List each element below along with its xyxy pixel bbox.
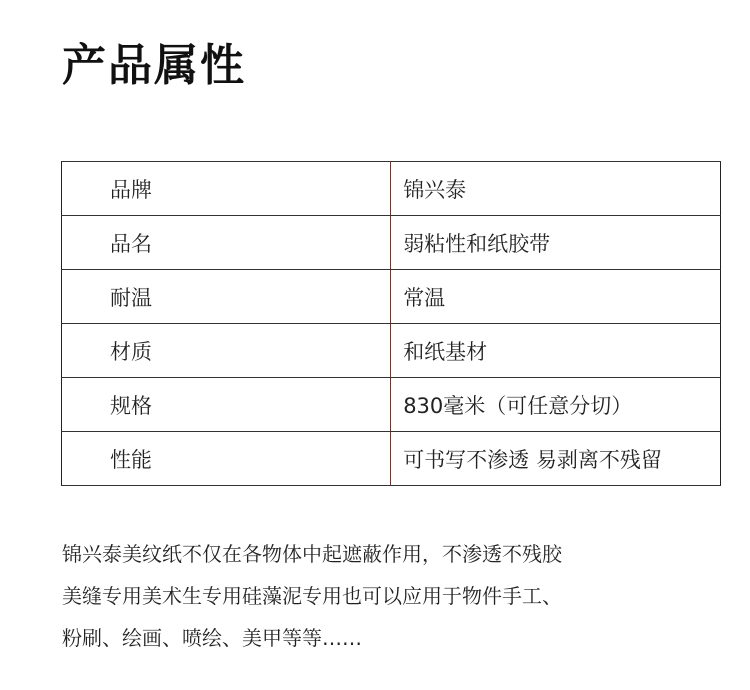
attribute-value: 常温 [391, 270, 721, 324]
table-row [62, 378, 721, 432]
table-row [62, 324, 721, 378]
description-line: 美缝专用美术生专用硅藻泥专用也可以应用于物件手工、 [62, 584, 562, 608]
attribute-value: 锦兴泰 [391, 162, 721, 216]
page-title: 产品属性 [62, 40, 246, 91]
description-line: 粉刷、绘画、喷绘、美甲等等…… [62, 626, 362, 650]
attribute-value: 可书写不渗透 易剥离不残留 [391, 432, 721, 486]
table-row [62, 432, 721, 486]
attribute-key: 品名 [62, 216, 391, 270]
attribute-key: 规格 [62, 378, 391, 432]
description-line: 锦兴泰美纹纸不仅在各物体中起遮蔽作用，不渗透不残胶 [62, 542, 562, 566]
attributes-table [61, 161, 721, 486]
attribute-key: 材质 [62, 324, 391, 378]
table-row [62, 270, 721, 324]
attribute-value: 830毫米（可任意分切） [391, 378, 721, 432]
product-description [62, 533, 722, 659]
attribute-key: 性能 [62, 432, 391, 486]
attribute-value: 弱粘性和纸胶带 [391, 216, 721, 270]
attribute-value: 和纸基材 [391, 324, 721, 378]
table-row [62, 216, 721, 270]
attribute-key: 耐温 [62, 270, 391, 324]
table-row [62, 162, 721, 216]
attribute-key: 品牌 [62, 162, 391, 216]
